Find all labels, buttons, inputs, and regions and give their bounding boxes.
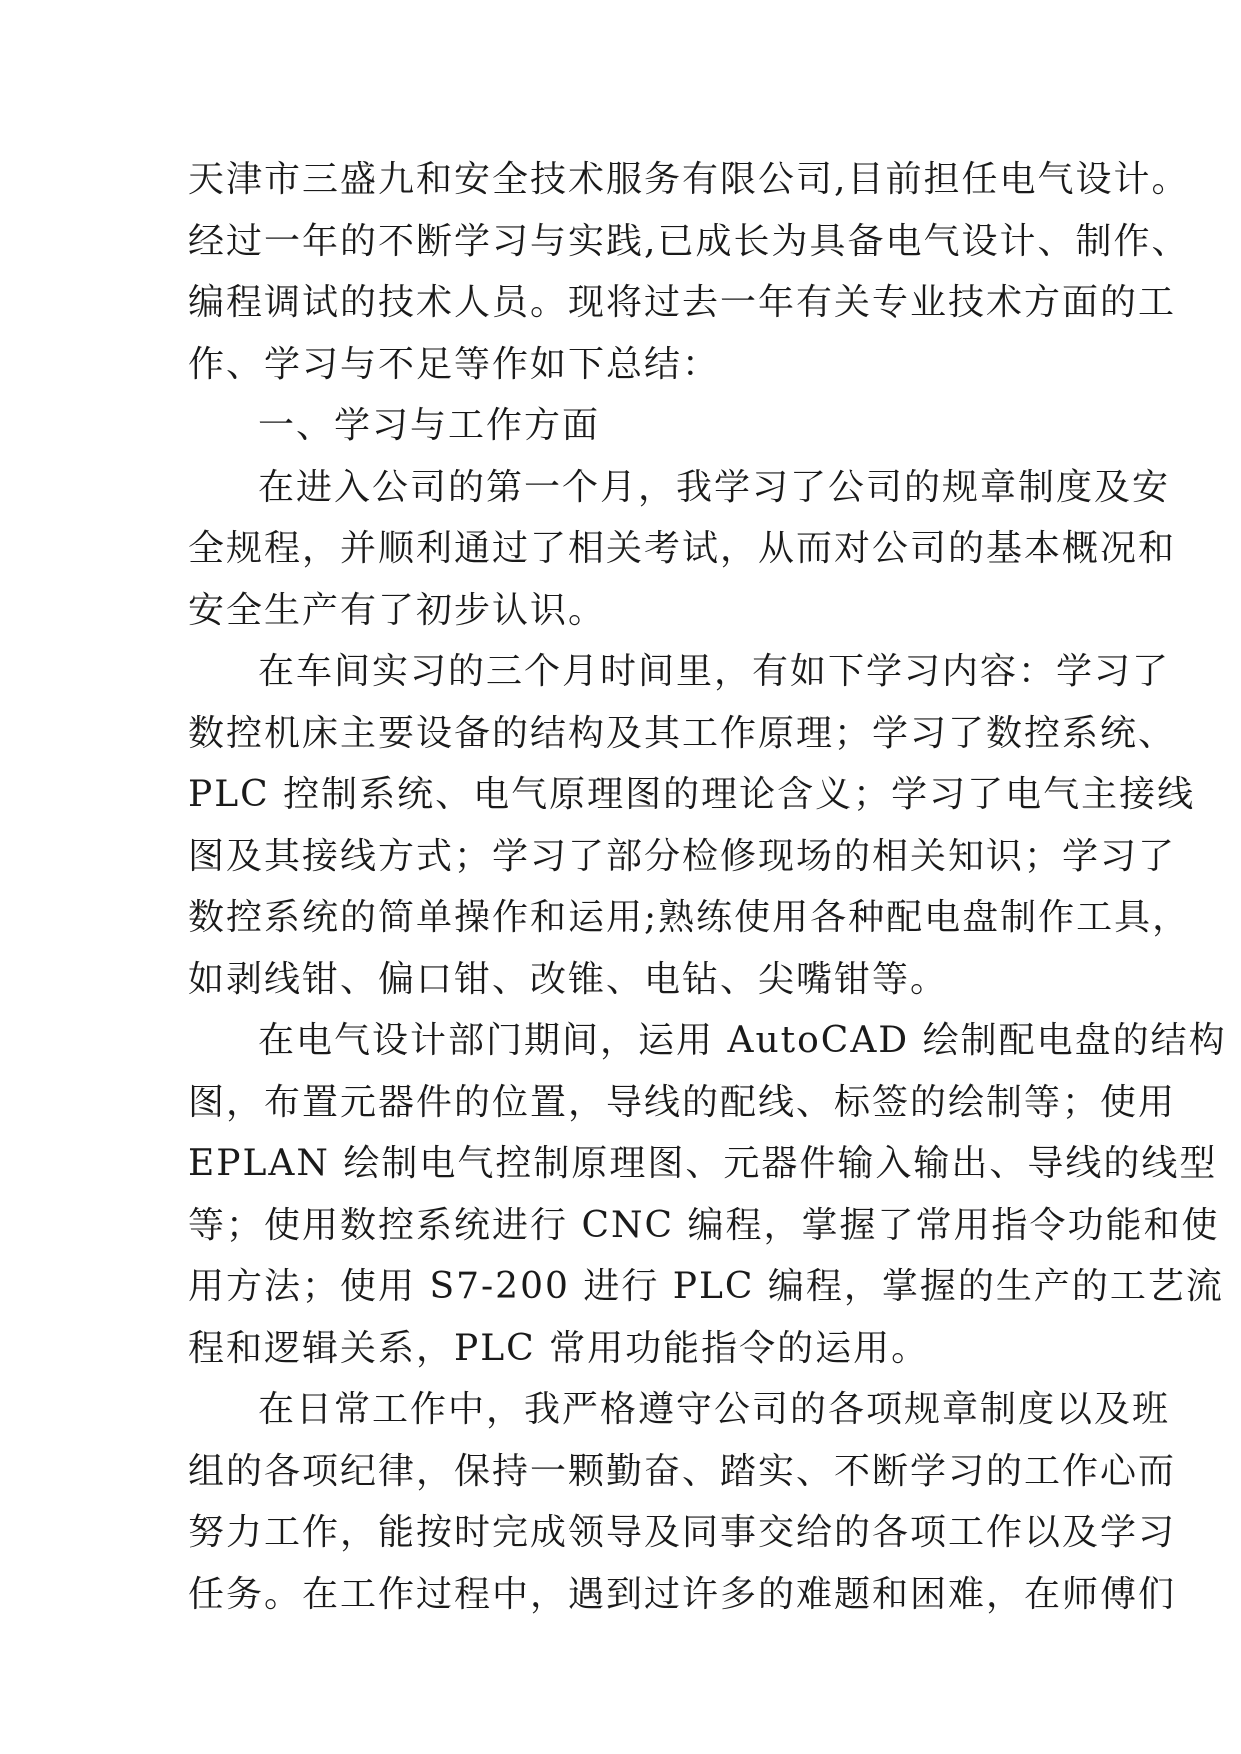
text-line-14: 如剥线钳、偏口钳、改锥、电钻、尖嘴钳等。 [188,958,949,1000]
text-line-18: 等；使用数控系统进行 CNC 编程，掌握了常用指令功能和使 [188,1204,1220,1246]
text-line-15: 在电气设计部门期间，运用 AutoCAD 绘制配电盘的结构 [258,1020,1227,1061]
text-line-11: PLC 控制系统、电气原理图的理论含义；学习了电气主接线 [188,774,1196,815]
text-line-9: 在车间实习的三个月时间里，有如下学习内容：学习了 [258,651,1171,692]
text-line-16: 图，布置元器件的位置，导线的配线、标签的绘制等；使用 [188,1081,1177,1123]
text-line-8: 安全生产有了初步认识。 [188,589,607,631]
text-line-12: 图及其接线方式；学习了部分检修现场的相关知识；学习了 [188,835,1177,877]
text-line-24: 任务。在工作过程中，遇到过许多的难题和困难，在师傅们 [188,1573,1177,1615]
section-heading: 一、学习与工作方面 [258,405,601,446]
text-line-4: 作、学习与不足等作如下总结： [188,343,721,385]
text-line-20: 程和逻辑关系，PLC 常用功能指令的运用。 [188,1327,930,1369]
text-line-23: 努力工作，能按时完成领导及同事交给的各项工作以及学习 [188,1512,1177,1553]
text-line-2: 经过一年的不断学习与实践,已成长为具备电气设计、制作、 [188,220,1190,262]
text-line-7: 全规程，并顺利通过了相关考试，从而对公司的基本概况和 [188,528,1177,569]
text-line-6: 在进入公司的第一个月，我学习了公司的规章制度及安 [258,466,1171,508]
text-line-17: EPLAN 绘制电气控制原理图、元器件输入输出、导线的线型 [188,1143,1218,1184]
text-line-21: 在日常工作中，我严格遵守公司的各项规章制度以及班 [258,1389,1171,1430]
document-body [188,149,1227,1625]
text-line-3: 编程调试的技术人员。现将过去一年有关专业技术方面的工 [188,282,1177,323]
text-line-13: 数控系统的简单操作和运用;熟练使用各种配电盘制作工具， [188,897,1191,938]
text-line-22: 组的各项纪律，保持一颗勤奋、踏实、不断学习的工作心而 [188,1450,1177,1492]
text-line-1: 天津市三盛九和安全技术服务有限公司,目前担任电气设计。 [188,159,1190,200]
text-line-19: 用方法；使用 S7-200 进行 PLC 编程，掌握的生产的工艺流 [188,1266,1224,1307]
text-line-10: 数控机床主要设备的结构及其工作原理；学习了数控系统、 [188,712,1177,754]
